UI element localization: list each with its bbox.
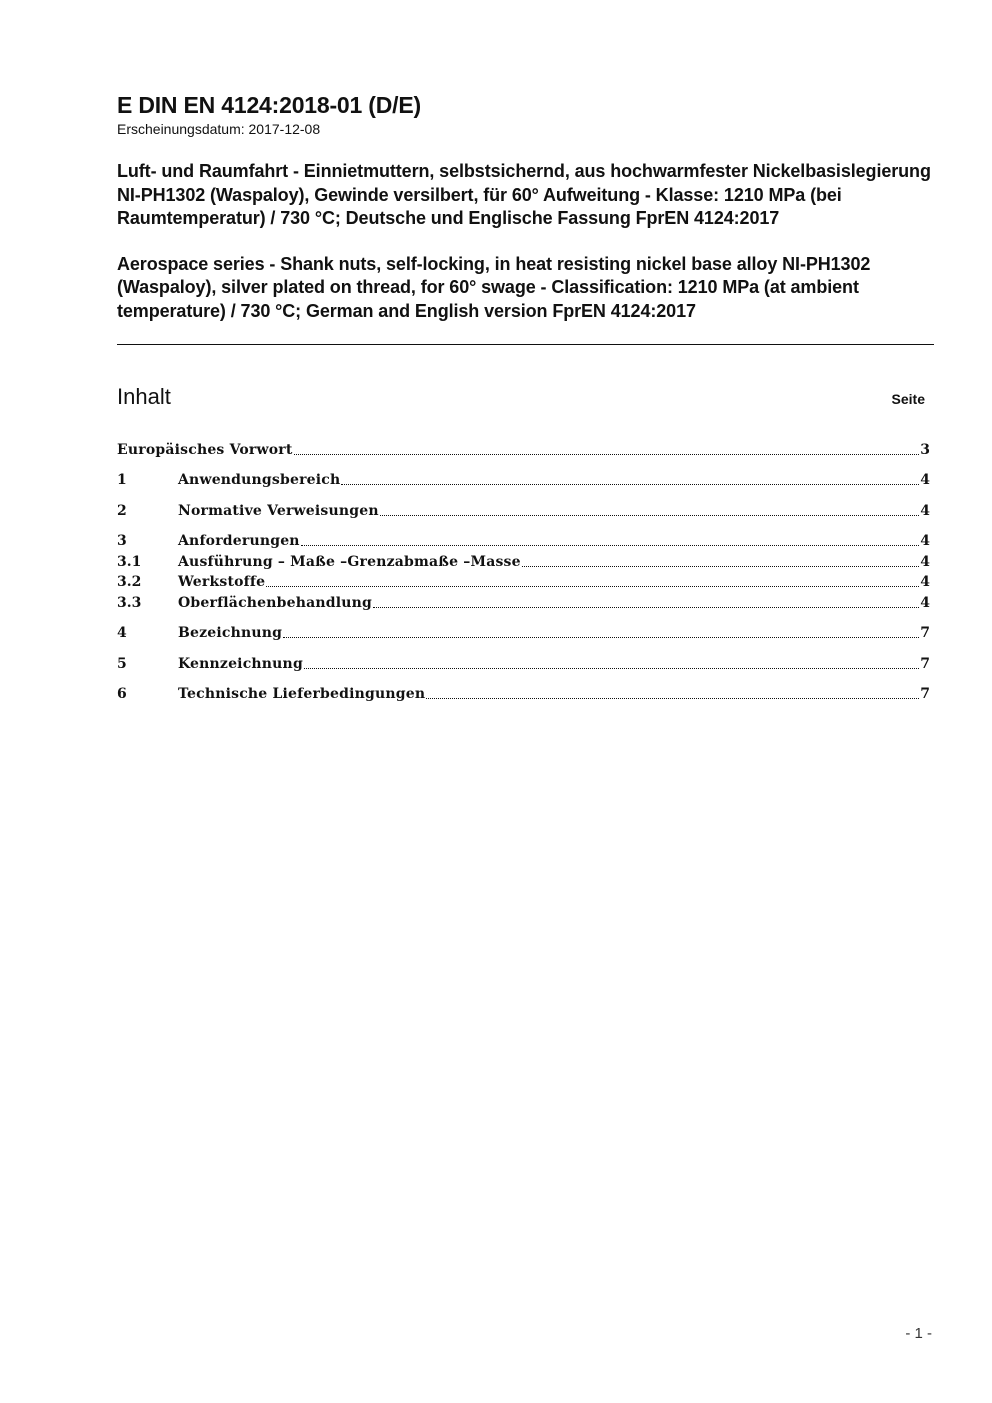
toc-entry-3-3[interactable] <box>117 593 930 613</box>
toc-entry-number: 3 <box>117 533 127 549</box>
toc-entry-page: 4 <box>920 595 930 611</box>
toc-leader-dots <box>380 514 920 516</box>
toc-entry-number: 6 <box>117 686 127 702</box>
toc-entry-label: Ausführung – Maße –Grenzabmaße –Masse <box>178 554 521 570</box>
toc-leader-dots <box>301 544 920 546</box>
toc-entry-3-1[interactable] <box>117 552 930 572</box>
toc-entry-4[interactable] <box>117 623 930 643</box>
toc-entry-label: Anwendungsbereich <box>178 472 341 488</box>
toc-entry-5[interactable] <box>117 654 930 674</box>
toc-entry-number: 3.1 <box>117 554 142 570</box>
toc-entry-page: 7 <box>920 656 930 672</box>
toc-entry-3-2[interactable] <box>117 572 930 592</box>
toc-entry-6[interactable] <box>117 684 930 704</box>
toc-entry-page: 7 <box>920 625 930 641</box>
toc-entry-page: 4 <box>920 472 930 488</box>
toc-entry-label: Anforderungen <box>178 533 300 549</box>
page-number: - 1 - <box>905 1325 932 1342</box>
toc-entry-page: 4 <box>920 554 930 570</box>
toc-entry-page: 4 <box>920 503 930 519</box>
toc-entry-label: Technische Lieferbedingungen <box>178 686 426 702</box>
toc-entry-label: Europäisches Vorwort <box>117 442 293 458</box>
toc-entry-label: Bezeichnung <box>178 625 283 641</box>
toc-leader-dots <box>304 667 919 669</box>
toc-entry-number: 4 <box>117 625 127 641</box>
toc-entry-page: 4 <box>920 574 930 590</box>
toc-leader-dots <box>373 606 919 608</box>
toc-entry-label: Kennzeichnung <box>178 656 303 672</box>
toc-entry-label: Normative Verweisungen <box>178 503 379 519</box>
toc-entry-label: Oberflächenbehandlung <box>178 595 373 611</box>
toc-entry-page: 7 <box>920 686 930 702</box>
toc-page-column-header: Seite <box>891 391 925 407</box>
toc-entry-label: Werkstoffe <box>178 574 266 590</box>
toc-entry-number: 2 <box>117 503 127 519</box>
toc-title: Inhalt <box>117 384 171 409</box>
publication-date: Erscheinungsdatum: 2017-12-08 <box>117 121 321 137</box>
toc-leader-dots <box>266 585 919 587</box>
toc-header <box>117 382 927 412</box>
toc-leader-dots <box>294 453 920 455</box>
document-id: E DIN EN 4124:2018-01 (D/E) <box>117 92 421 118</box>
toc-entry-number: 3.3 <box>117 595 142 611</box>
title-german: Luft- und Raumfahrt - Einnietmuttern, selbstsichernd, aus hochwarmfester Nickelbasislegierung NI-PH1302 (Waspaloy), Gewinde versilbert, für 60° Aufweitung - Klasse: 1210 MPa (bei Raumtemperatur) / 730 °C; Deutsche und Englische Fassung FprEN 4124:2017 <box>117 161 931 228</box>
toc-entry-1[interactable] <box>117 470 930 490</box>
toc-leader-dots <box>522 565 920 567</box>
document-header <box>117 90 934 323</box>
toc-entry-number: 1 <box>117 472 127 488</box>
header-divider <box>117 344 934 345</box>
toc-leader-dots <box>283 636 919 638</box>
toc-entry-3[interactable] <box>117 531 930 551</box>
toc-entry-number: 3.2 <box>117 574 142 590</box>
toc-entry-number: 5 <box>117 656 127 672</box>
toc-entry-vorwort[interactable] <box>117 440 930 460</box>
title-english: Aerospace series - Shank nuts, self-locking, in heat resisting nickel base alloy NI-PH1302 (Waspaloy), silver plated on thread, for 60° swage - Classification: 1210 MPa (at ambient temperature) / 730 °C; German and English version FprEN 4124:2017 <box>117 253 871 321</box>
toc-leader-dots <box>426 697 919 699</box>
toc-leader-dots <box>341 483 919 485</box>
toc-entry-page: 3 <box>920 442 930 458</box>
toc-entry-2[interactable] <box>117 501 930 521</box>
toc-entry-page: 4 <box>920 533 930 549</box>
